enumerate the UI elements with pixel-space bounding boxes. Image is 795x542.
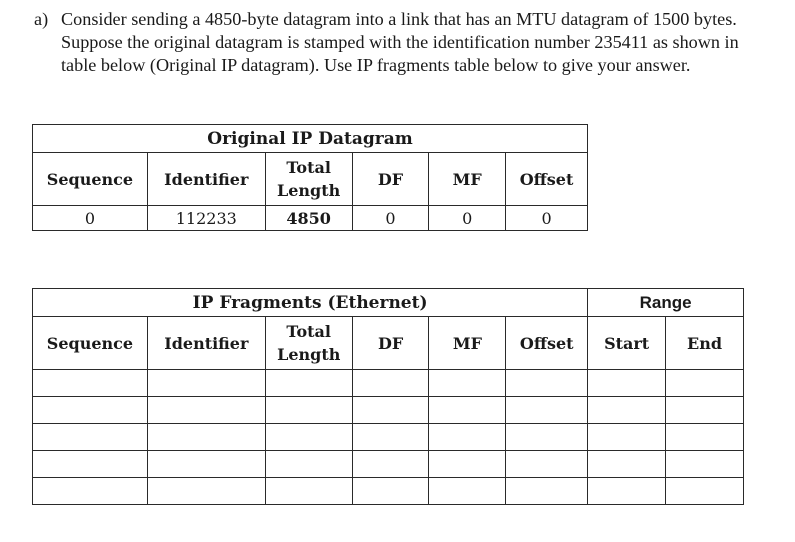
header-sequence: Sequence [33,317,148,370]
original-ip-datagram-table [32,124,588,231]
header-df: DF [352,153,429,206]
header-identifier: Identifier [147,317,265,370]
empty-cell [666,451,744,478]
cell-mf: 0 [429,206,506,231]
empty-cell [588,424,666,451]
empty-cell [506,397,588,424]
empty-cell [588,451,666,478]
empty-cell [265,397,352,424]
header-total-line2: Length [276,181,341,200]
header-sequence: Sequence [33,153,148,206]
cell-df: 0 [352,206,429,231]
header-offset: Offset [506,317,588,370]
table-row [33,397,744,424]
header-identifier: Identifier [147,153,265,206]
header-mf: MF [429,317,506,370]
empty-cell [33,451,148,478]
table-row [33,451,744,478]
empty-cell [33,397,148,424]
empty-cell [147,451,265,478]
header-total-length [265,153,352,206]
header-offset: Offset [506,153,588,206]
empty-cell [666,424,744,451]
header-end: End [666,317,744,370]
table-row [33,478,744,505]
empty-cell [265,370,352,397]
empty-cell [352,478,429,505]
empty-cell [352,424,429,451]
empty-cell [666,478,744,505]
empty-cell [588,397,666,424]
ip-fragments-table [32,288,744,505]
empty-cell [429,424,506,451]
cell-offset: 0 [506,206,588,231]
table-title: IP Fragments (Ethernet) [33,289,588,317]
empty-cell [506,451,588,478]
empty-cell [352,397,429,424]
empty-cell [147,424,265,451]
header-total-line1: Total [286,158,331,177]
empty-cell [33,370,148,397]
empty-cell [147,370,265,397]
header-total-line2: Length [277,345,341,364]
empty-cell [506,370,588,397]
range-title: Range [588,289,744,317]
empty-cell [265,424,352,451]
header-df: DF [352,317,429,370]
cell-sequence: 0 [33,206,148,231]
empty-cell [588,370,666,397]
table-title: Original IP Datagram [33,125,588,153]
empty-cell [506,424,588,451]
header-total-length [265,317,352,370]
empty-cell [429,451,506,478]
empty-cell [506,478,588,505]
table-row [33,424,744,451]
empty-cell [588,478,666,505]
empty-cell [265,478,352,505]
empty-cell [147,478,265,505]
empty-cell [429,370,506,397]
empty-cell [666,370,744,397]
cell-identifier: 112233 [147,206,265,231]
empty-cell [147,397,265,424]
header-total-line1: Total [286,322,331,341]
empty-cell [429,397,506,424]
empty-cell [33,424,148,451]
header-start: Start [588,317,666,370]
cell-total-length: 4850 [265,206,352,231]
empty-cell [352,370,429,397]
table-row [33,370,744,397]
empty-cell [429,478,506,505]
empty-cell [33,478,148,505]
table-row [33,206,588,231]
empty-cell [666,397,744,424]
empty-cell [265,451,352,478]
empty-cell [352,451,429,478]
question-text: Consider sending a 4850-byte datagram into a link that has an MTU datagram of 1500 bytes. Suppose the original datagram is stamped with the identification number 235411 as shown in table below (Original IP datagram). Use IP fragments table below to give your answer. [61,9,739,75]
header-mf: MF [429,153,506,206]
question-label: a) [34,9,49,29]
